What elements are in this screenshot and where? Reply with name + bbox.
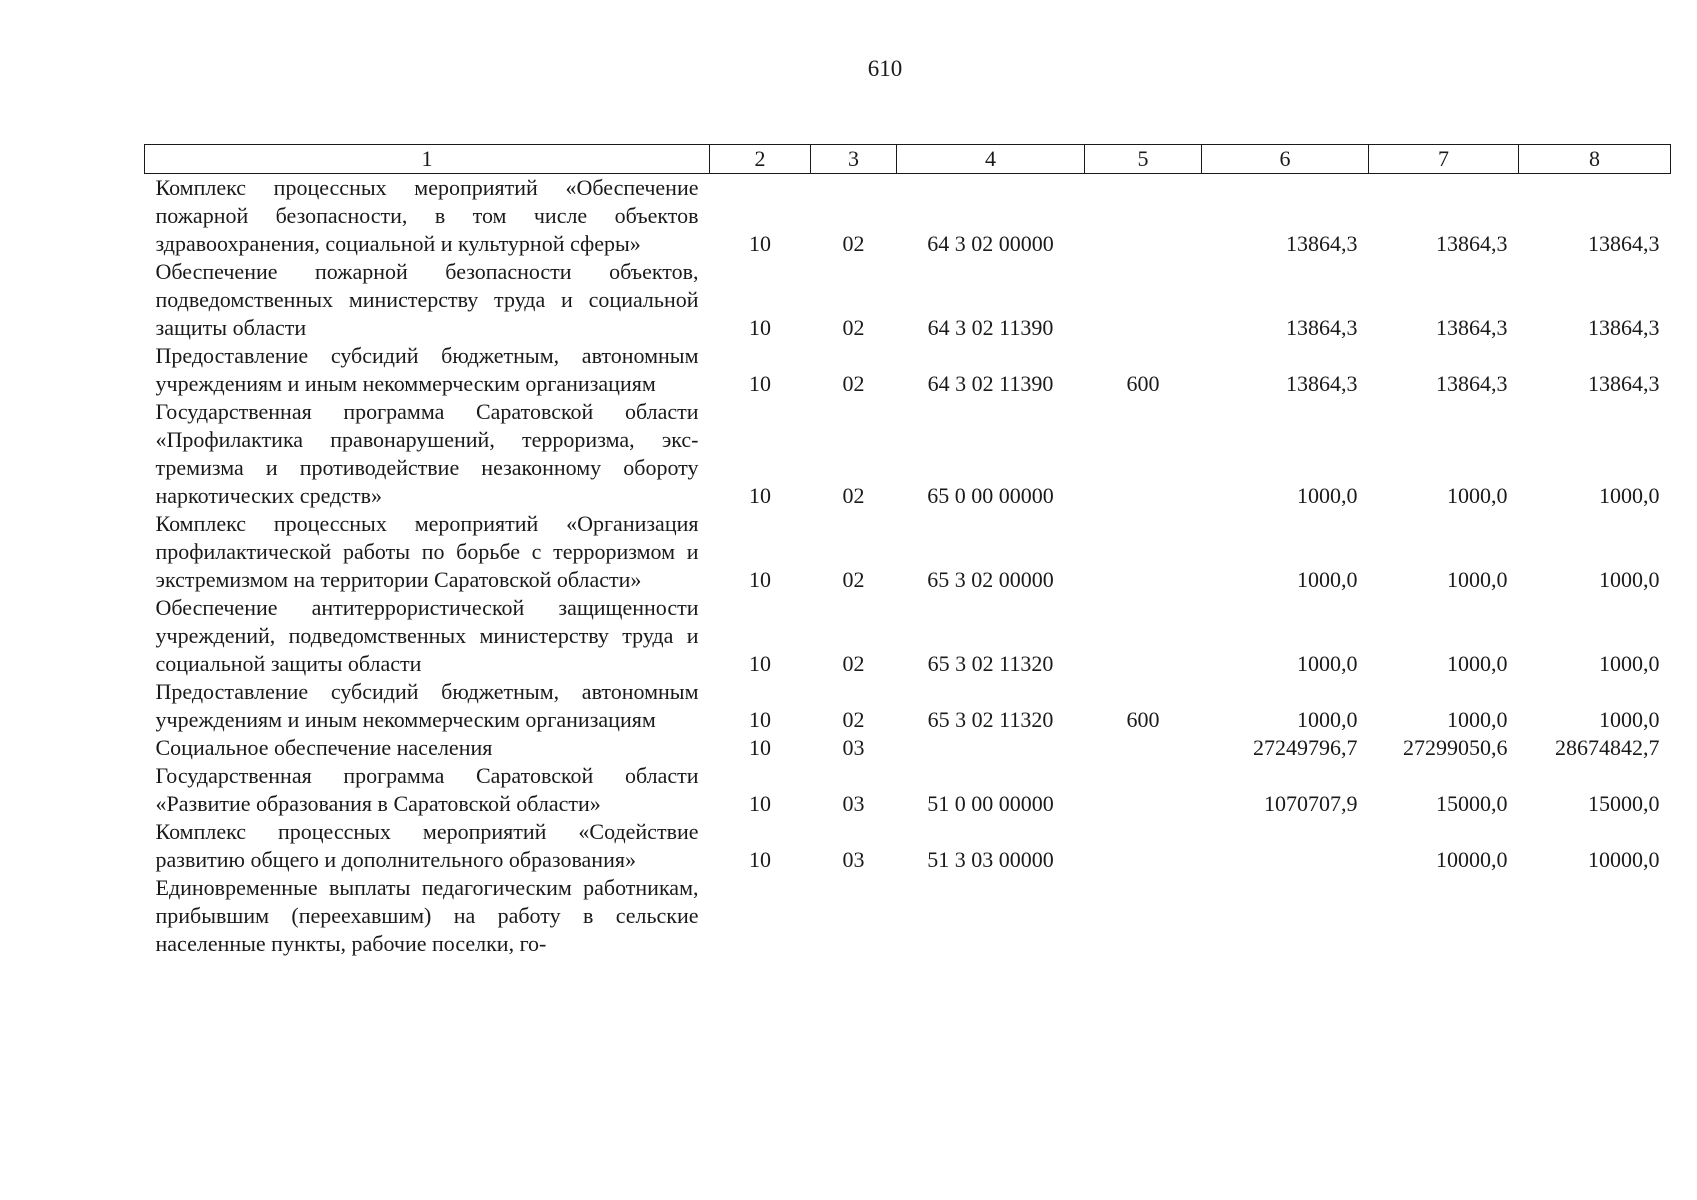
row-amount-col8: 1000,0	[1599, 483, 1660, 508]
table-row	[145, 342, 1671, 398]
row-amount-col6: 1000,0	[1297, 567, 1358, 592]
row-section: 10	[749, 791, 771, 816]
header-cell-8: 8	[1519, 145, 1671, 174]
row-target-code: 64 3 02 00000	[927, 231, 1054, 256]
row-expense-type	[1085, 818, 1202, 874]
table-row	[145, 510, 1671, 594]
row-name: Обеспечение антитеррористической защищенности учреждений, подведомственных министерству труда и социальной защиты области	[155, 595, 699, 676]
row-amount-col7: 1000,0	[1447, 483, 1508, 508]
row-amount-col8: 1000,0	[1599, 707, 1660, 732]
row-amount-col7: 10000,0	[1436, 847, 1508, 872]
table-row	[145, 874, 1671, 958]
row-name: Государственная программа Саратовской области «Развитие образования в Саратовской области»	[155, 763, 699, 816]
table-row	[145, 398, 1671, 510]
row-subsection: 02	[842, 651, 865, 676]
table-row	[145, 818, 1671, 874]
row-amount-col6: 1000,0	[1297, 707, 1358, 732]
table-header	[145, 145, 1671, 174]
row-subsection: 03	[842, 791, 865, 816]
row-subsection: 02	[842, 483, 865, 508]
row-expense-type: 600	[1126, 707, 1160, 732]
row-amount-col8: 10000,0	[1588, 847, 1660, 872]
row-amount-col7: 13864,3	[1436, 231, 1508, 256]
row-target-code: 65 0 00 00000	[927, 483, 1054, 508]
row-subsection: 02	[842, 371, 865, 396]
table-row	[145, 174, 1671, 259]
row-subsection: 03	[842, 735, 865, 760]
row-amount-col6: 13864,3	[1286, 231, 1358, 256]
header-cell-7: 7	[1369, 145, 1519, 174]
page-number: 610	[867, 56, 903, 81]
row-amount-col6: 1000,0	[1297, 483, 1358, 508]
row-subsection: 02	[842, 567, 865, 592]
row-expense-type	[1085, 398, 1202, 510]
row-name: Обеспечение пожарной безопасности объектов, подведомственных министерству труда и социальной защиты области	[155, 259, 699, 340]
row-amount-col6: 1070707,9	[1264, 791, 1358, 816]
row-section: 10	[749, 231, 771, 256]
header-cell-1: 1	[145, 145, 710, 174]
row-name: Комплекс процессных мероприятий «Обеспечение пожарной безопасности, в том числе объектов здравоохранения, социальной и культурной сферы»	[155, 175, 699, 256]
row-amount-col8: 28674842,7	[1555, 735, 1660, 760]
row-amount-col8	[1519, 874, 1671, 958]
row-subsection: 02	[842, 231, 865, 256]
row-expense-type	[1085, 594, 1202, 678]
row-amount-col7: 13864,3	[1436, 371, 1508, 396]
row-section: 10	[749, 371, 771, 396]
row-name: Предоставление субсидий бюджетным, автономным учреждениям и иным некоммерческим организациям	[155, 343, 699, 396]
row-subsection: 03	[842, 847, 865, 872]
row-amount-col7	[1369, 874, 1519, 958]
row-target-code	[897, 874, 1085, 958]
row-expense-type	[1085, 258, 1202, 342]
table-row	[145, 678, 1671, 734]
row-target-code	[897, 734, 1085, 762]
row-amount-col8: 13864,3	[1588, 231, 1660, 256]
header-cell-3: 3	[811, 145, 897, 174]
row-subsection: 02	[842, 707, 865, 732]
budget-table	[144, 144, 1671, 958]
row-amount-col6: 13864,3	[1286, 371, 1358, 396]
header-cell-4: 4	[897, 145, 1085, 174]
row-name: Комплекс процессных мероприятий «Организация профилактической работы по борьбе с терроризмом и экстремизмом на территории Саратовской области»	[155, 511, 699, 592]
row-amount-col8: 1000,0	[1599, 651, 1660, 676]
table-row	[145, 734, 1671, 762]
row-target-code: 65 3 02 00000	[927, 567, 1054, 592]
row-amount-col8: 1000,0	[1599, 567, 1660, 592]
row-amount-col7: 27299050,6	[1403, 735, 1508, 760]
row-name: Единовременные выплаты педагогическим работникам, прибывшим (переехавшим) на работу в сельские населенные пункты, рабочие поселки, го-	[155, 875, 699, 956]
row-expense-type: 600	[1126, 371, 1160, 396]
header-row	[145, 145, 1671, 174]
row-section: 10	[749, 315, 771, 340]
row-section	[710, 874, 811, 958]
row-section: 10	[749, 707, 771, 732]
row-amount-col6	[1202, 818, 1369, 874]
row-name: Предоставление субсидий бюджетным, автономным учреждениям и иным некоммерческим организациям	[155, 679, 699, 732]
row-target-code: 65 3 02 11320	[927, 707, 1054, 732]
row-name: Комплекс процессных мероприятий «Содействие развитию общего и дополнительного образования»	[155, 819, 699, 872]
row-amount-col6: 27249796,7	[1253, 735, 1358, 760]
table-row	[145, 762, 1671, 818]
row-amount-col6: 1000,0	[1297, 651, 1358, 676]
row-amount-col6	[1202, 874, 1369, 958]
row-expense-type	[1085, 734, 1202, 762]
row-section: 10	[749, 735, 771, 760]
row-amount-col7: 15000,0	[1436, 791, 1508, 816]
row-target-code: 65 3 02 11320	[927, 651, 1054, 676]
row-expense-type	[1085, 874, 1202, 958]
row-amount-col6: 13864,3	[1286, 315, 1358, 340]
row-expense-type	[1085, 510, 1202, 594]
row-amount-col7: 13864,3	[1436, 315, 1508, 340]
row-section: 10	[749, 651, 771, 676]
table-row	[145, 594, 1671, 678]
row-section: 10	[749, 847, 771, 872]
row-amount-col7: 1000,0	[1447, 707, 1508, 732]
header-cell-2: 2	[710, 145, 811, 174]
header-cell-6: 6	[1202, 145, 1369, 174]
row-subsection: 02	[842, 315, 865, 340]
row-name: Государственная программа Саратовской области «Профилактика правонарушений, терроризма, экстремизма и противодействие незаконному обороту наркотических средств»	[155, 399, 699, 508]
row-amount-col7: 1000,0	[1447, 567, 1508, 592]
table-body	[145, 174, 1671, 959]
row-expense-type	[1085, 762, 1202, 818]
row-amount-col8: 13864,3	[1588, 315, 1660, 340]
row-target-code: 51 3 03 00000	[927, 847, 1054, 872]
table-row	[145, 258, 1671, 342]
row-expense-type	[1085, 174, 1202, 259]
row-target-code: 64 3 02 11390	[927, 315, 1054, 340]
row-target-code: 64 3 02 11390	[927, 371, 1054, 396]
header-cell-5: 5	[1085, 145, 1202, 174]
row-amount-col8: 13864,3	[1588, 371, 1660, 396]
row-amount-col8: 15000,0	[1588, 791, 1660, 816]
row-subsection	[811, 874, 897, 958]
row-name: Социальное обеспечение населения	[155, 735, 493, 760]
row-target-code: 51 0 00 00000	[927, 791, 1054, 816]
row-section: 10	[749, 567, 771, 592]
row-section: 10	[749, 483, 771, 508]
row-amount-col7: 1000,0	[1447, 651, 1508, 676]
